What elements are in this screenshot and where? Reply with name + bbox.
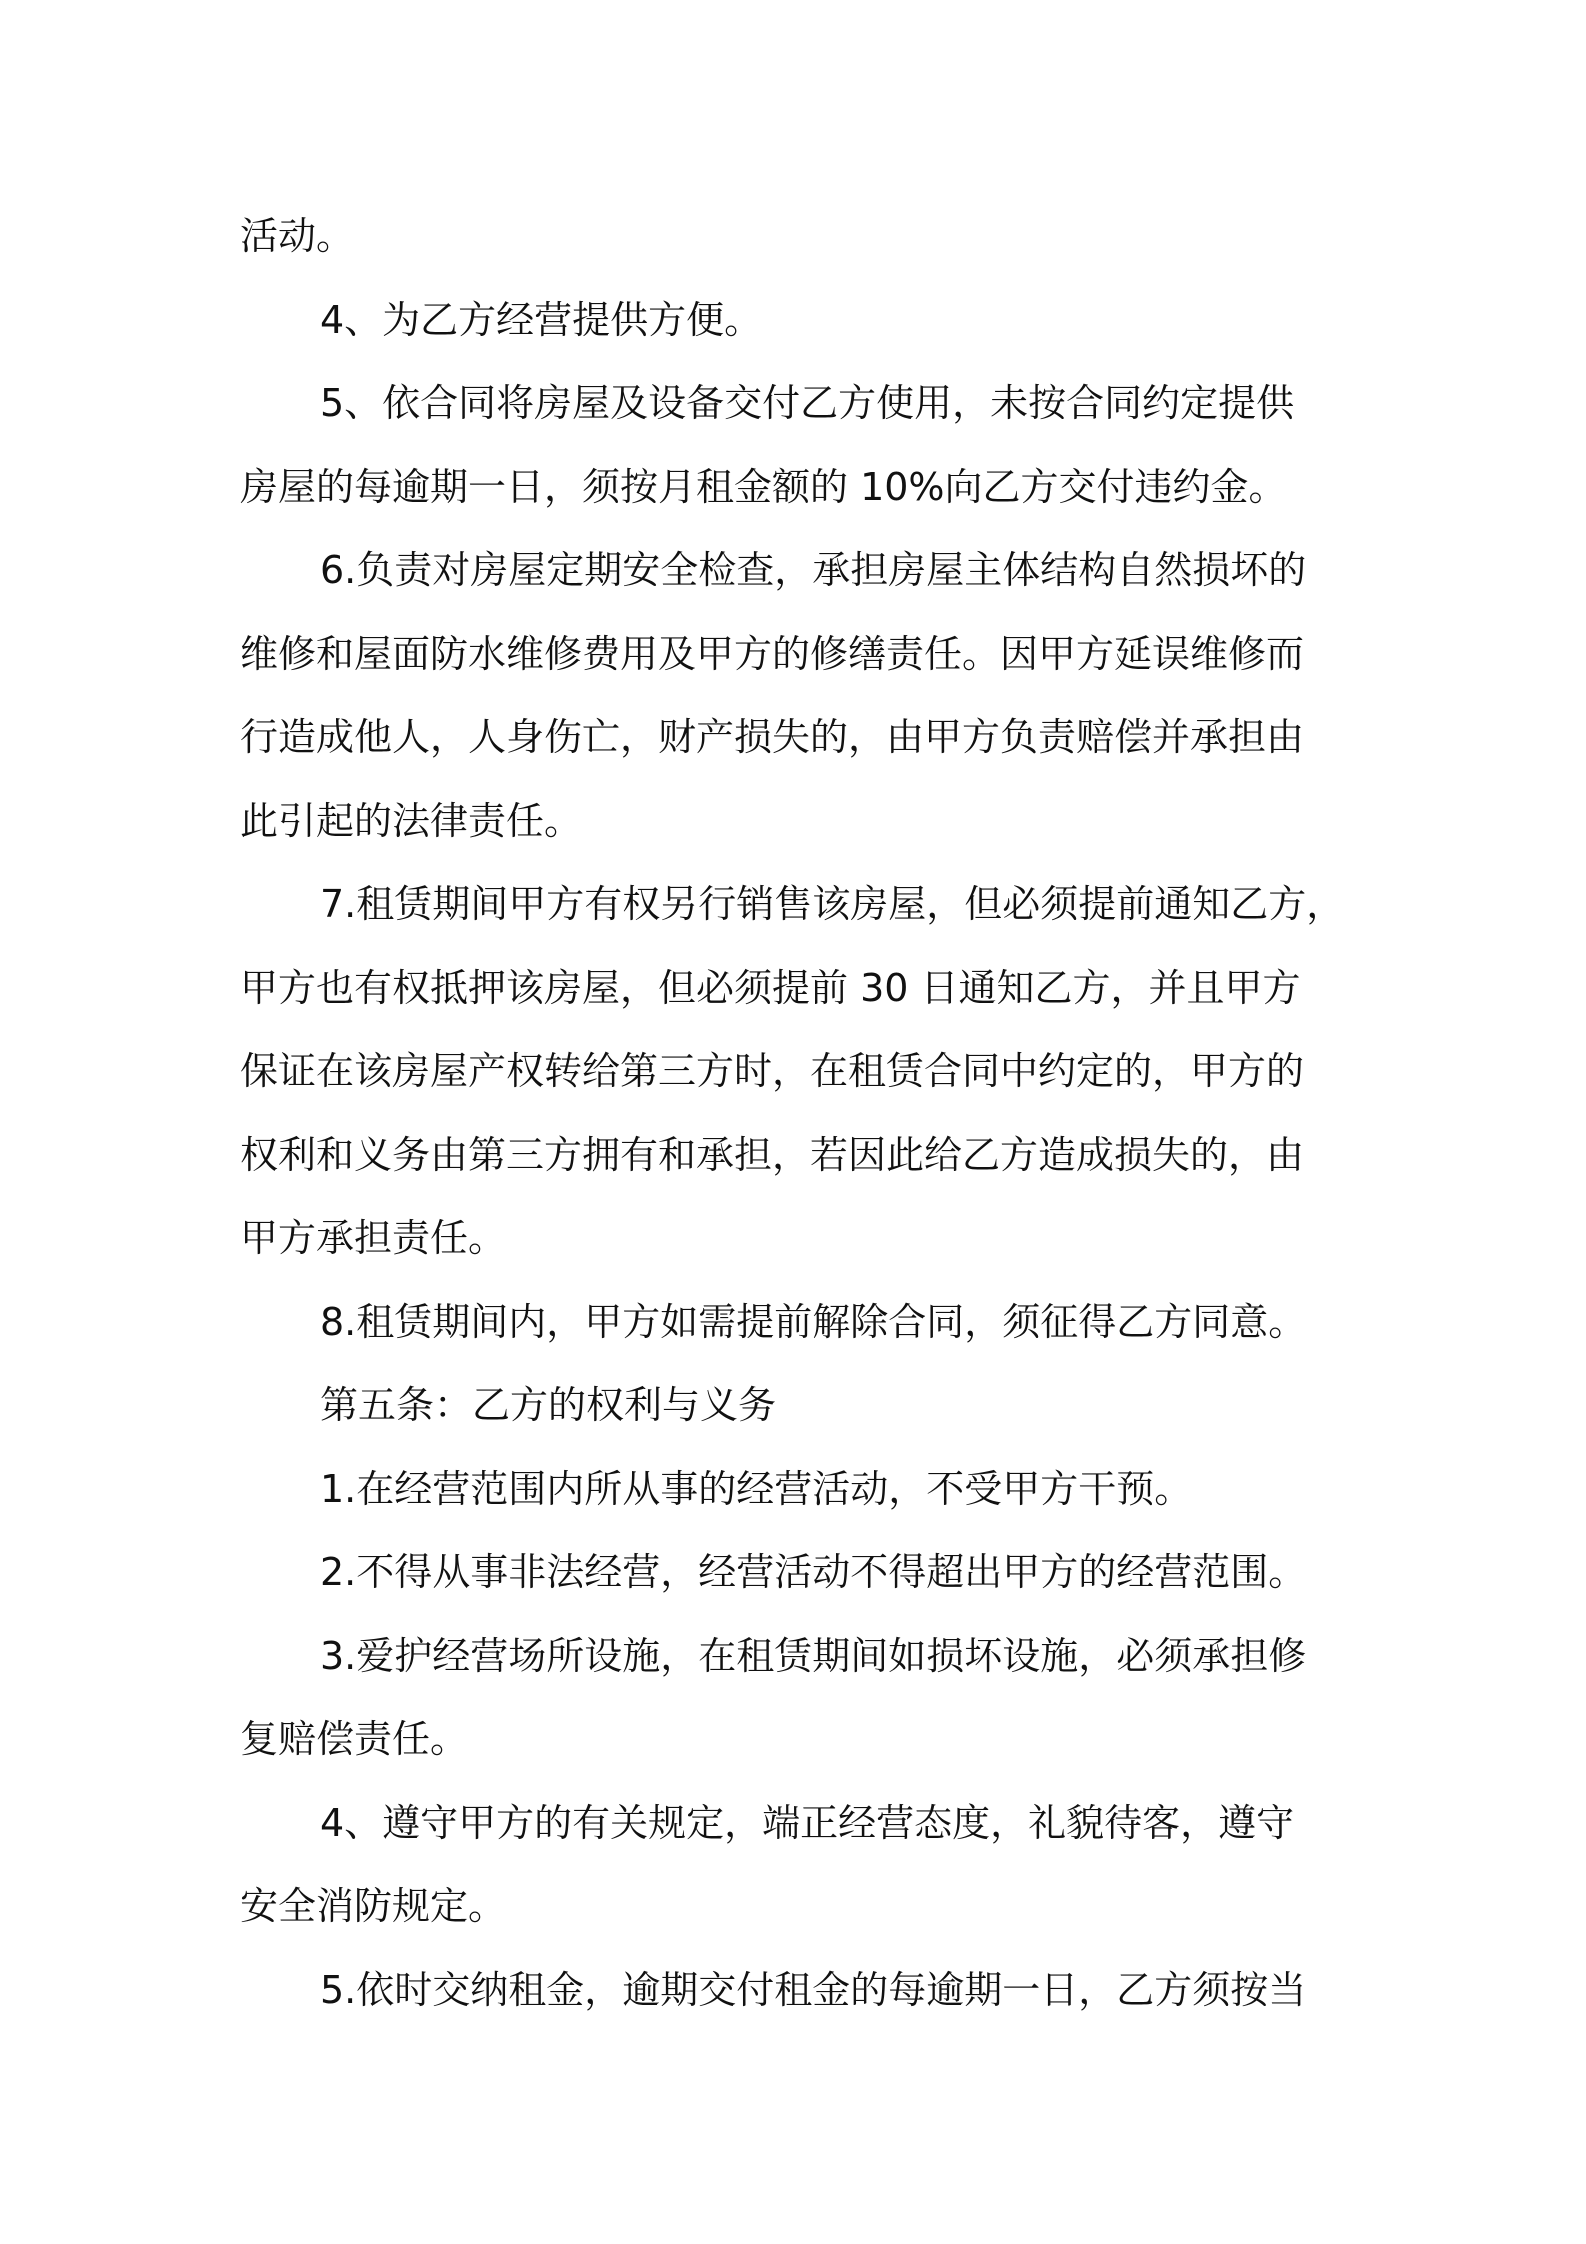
text-line: 行造成他人，人身伤亡，财产损失的，由甲方负责赔偿并承担由 <box>240 715 1305 759</box>
section-heading: 第五条：乙方的权利与义务 <box>320 1383 777 1427</box>
document-body <box>240 195 1350 2032</box>
text-line: 甲方承担责任。 <box>240 1216 507 1260</box>
text-line: 维修和屋面防水维修费用及甲方的修缮责任。因甲方延误维修而 <box>240 631 1305 676</box>
text-line: 房屋的每逾期一日，须按月租金额的 10%向乙方交付违约金。 <box>240 464 1287 509</box>
text-line: 4、遵守甲方的有关规定，端正经营态度，礼貌待客，遵守 <box>320 1800 1295 1845</box>
text-line: 5、依合同将房屋及设备交付乙方使用，未按合同约定提供 <box>320 381 1295 425</box>
text-line: 6.负责对房屋定期安全检查，承担房屋主体结构自然损坏的 <box>320 548 1307 592</box>
text-line: 权利和义务由第三方拥有和承担，若因此给乙方造成损失的，由 <box>240 1132 1305 1177</box>
text-line: 7.租赁期间甲方有权另行销售该房屋，但必须提前通知乙方， <box>320 882 1345 926</box>
text-line: 活动。 <box>240 214 355 258</box>
text-line: 3.爱护经营场所设施，在租赁期间如损坏设施，必须承担修 <box>320 1633 1307 1678</box>
text-line: 此引起的法律责任。 <box>240 798 583 843</box>
text-line: 复赔偿责任。 <box>240 1717 469 1761</box>
text-line: 5.依时交纳租金，逾期交付租金的每逾期一日，乙方须按当 <box>320 1967 1307 2012</box>
text-line: 甲方也有权抵押该房屋，但必须提前 30 日通知乙方，并且甲方 <box>240 965 1301 1010</box>
text-line: 2.不得从事非法经营，经营活动不得超出甲方的经营范围。 <box>320 1550 1307 1594</box>
text-line: 4、为乙方经营提供方便。 <box>320 297 763 342</box>
text-line: 8.租赁期间内，甲方如需提前解除合同，须征得乙方同意。 <box>320 1299 1307 1344</box>
text-line: 安全消防规定。 <box>240 1884 507 1928</box>
text-line: 1.在经营范围内所从事的经营活动，不受甲方干预。 <box>320 1466 1193 1511</box>
text-line: 保证在该房屋产权转给第三方时，在租赁合同中约定的，甲方的 <box>240 1049 1305 1093</box>
